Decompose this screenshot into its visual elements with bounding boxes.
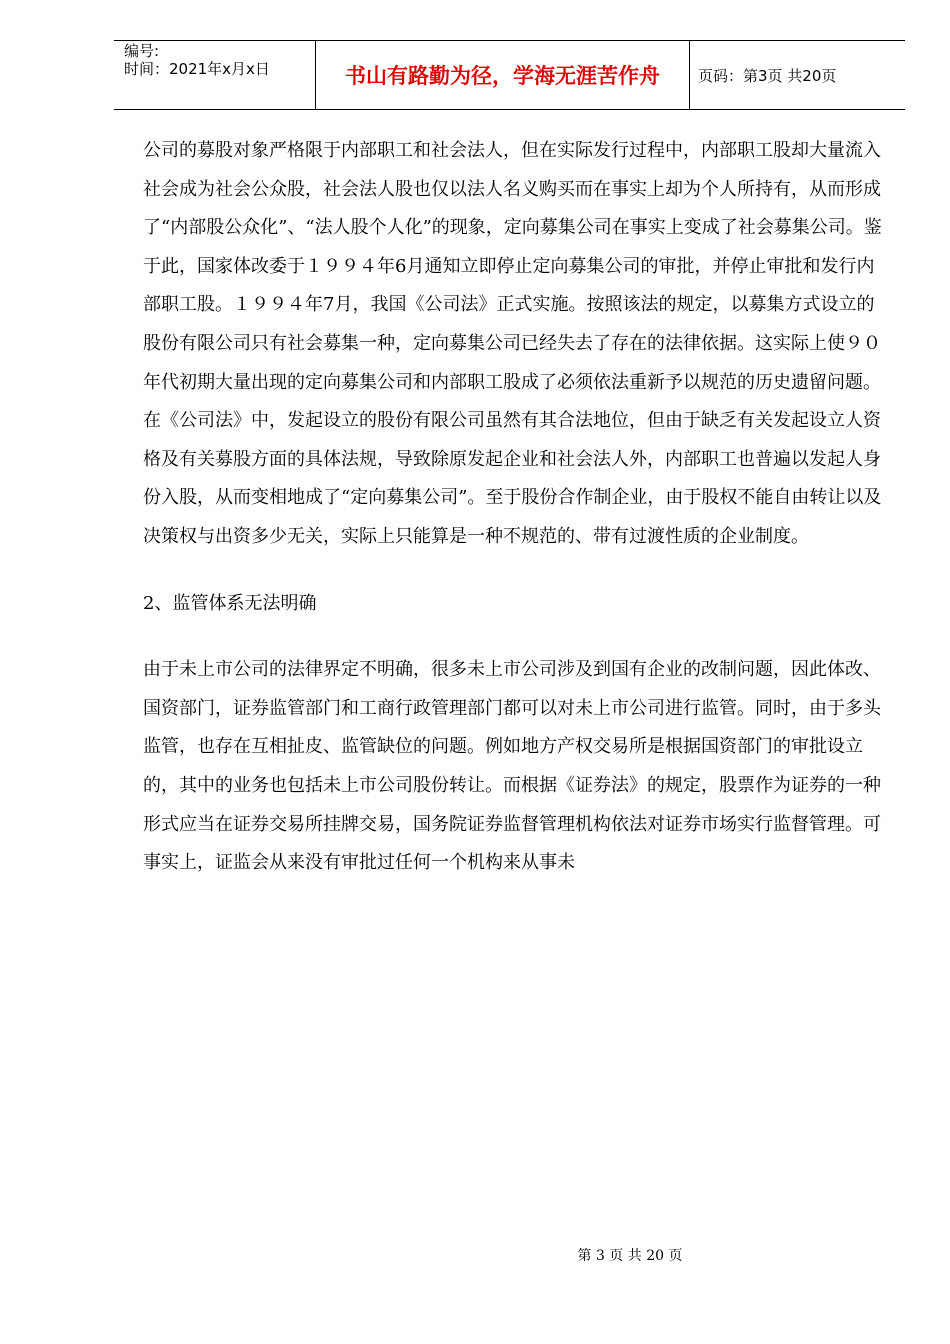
number-label: 编号: bbox=[124, 42, 160, 60]
time-label: 时间：2021年x月x日 bbox=[124, 60, 270, 78]
header-page-info: 页码：第3页 共20页 bbox=[698, 66, 837, 85]
header-left-cell bbox=[114, 41, 316, 109]
page-footer: 第 3 页 共 20 页 bbox=[577, 1248, 683, 1264]
header-table bbox=[114, 40, 905, 110]
header-motto: 书山有路勤为径，学海无涯苦作舟 bbox=[316, 41, 690, 109]
document-body bbox=[143, 132, 883, 883]
section-heading: 2、监管体系无法明确 bbox=[143, 592, 317, 614]
paragraph-2: 由于未上市公司的法律界定不明确，很多未上市公司涉及到国有企业的改制问题，因此体改、国资部门，证券监管部门和工商行政管理部门都可以对未上市公司进行监管。同时，由于多头监管，也存在互相扯皮、监管缺位的问题。例如地方产权交易所是根据国资部门的审批设立的，其中的业务也包括未上市公司股份转让。而根据《证券法》的规定，股票作为证券的一种形式应当在证券交易所挂牌交易，国务院证券监督管理机构依法对证券市场实行监督管理。可事实上，证监会从来没有审批过任何一个机构来从事未 bbox=[143, 659, 881, 874]
paragraph-1: 公司的募股对象严格限于内部职工和社会法人，但在实际发行过程中，内部职工股却大量流入社会成为社会公众股，社会法人股也仅以法人名义购买而在事实上却为个人所持有，从而形成了“内部股公众化”、“法人股个人化”的现象，定向募集公司在事实上变成了社会募集公司。鉴于此，国家体改委于１９９４年6月通知立即停止定向募集公司的审批，并停止审批和发行内部职工股。１９９４年7月，我国《公司法》正式实施。按照该法的规定，以募集方式设立的股份有限公司只有社会募集一种，定向募集公司已经失去了存在的法律依据。这实际上使９０年代初期大量出现的定向募集公司和内部职工股成了必须依法重新予以规范的历史遗留问题。在《公司法》中，发起设立的股份有限公司虽然有其合法地位，但由于缺乏有关发起设立人资格及有关募股方面的具体法规，导致除原发起企业和社会法人外，内部职工也普遍以发起人身份入股，从而变相地成了“定向募集公司”。至于股份合作制企业，由于股权不能自由转让以及决策权与出资多少无关，实际上只能算是一种不规范的、带有过渡性质的企业制度。 bbox=[143, 140, 882, 547]
